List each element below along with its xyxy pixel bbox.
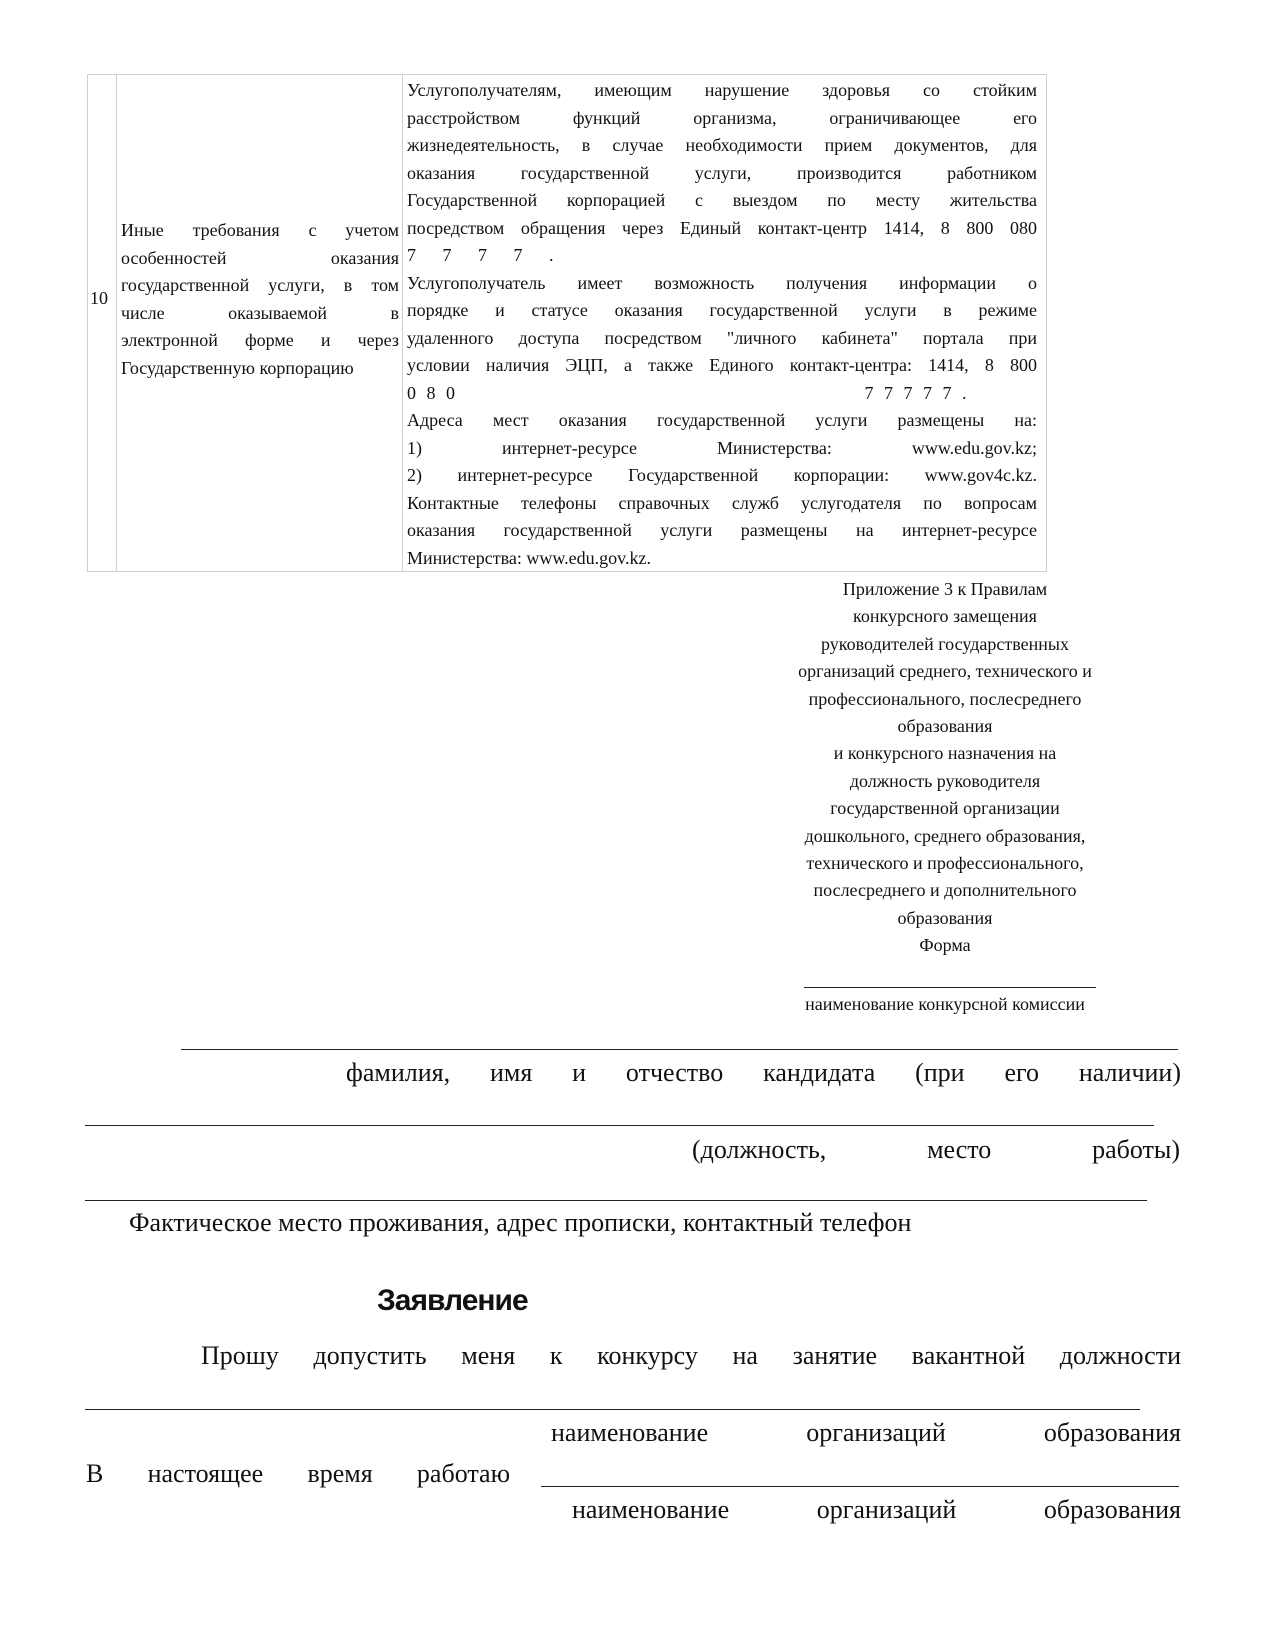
org-label-vacancy: наименование организаций образования [551,1418,1181,1447]
request-text: Прошу допустить меня к конкурсу на занятие вакантной должности [201,1341,1181,1370]
requirement-line: Иные требования с учетом [121,220,399,240]
description-line: оказания государственной услуги размещены на интернет-ресурсе [407,520,1037,540]
commission-input-line[interactable] [804,987,1096,988]
appendix-line: конкурсного замещения [853,606,1037,627]
requirement-line: числе оказываемой в [121,302,399,323]
fio-input-line[interactable] [181,1049,1178,1050]
residence-input-line[interactable] [85,1200,1147,1201]
requirement-text [121,217,399,382]
row-number: 10 [90,288,108,308]
appendix-line: послесреднего и дополнительного [813,880,1077,901]
requirement-line: государственной услуги, в том [121,275,399,295]
description-line: условии наличия ЭЦП, а также Единого контакт-центра: 1414, 8 800 [407,355,1037,375]
description-line: Министерства: www.edu.gov.kz. [407,547,651,568]
description-line: оказания государственной услуги, производится работником [407,162,1037,183]
description-line: Услугополучатель имеет возможность получения информации о [407,272,1037,293]
description-line: 7 7 7 7 . [407,245,554,265]
vacancy-input-line[interactable] [85,1409,1140,1410]
appendix-line: образования [897,716,993,737]
requirement-line: особенностей оказания [121,247,399,268]
description-line: расстройством функций организма, ограничивающее его [407,107,1037,128]
residence-label: Фактическое место проживания, адрес прописки, контактный телефон [129,1208,912,1237]
current-work-label: В настоящее время работаю [86,1459,510,1488]
appendix-line: должность руководителя [849,770,1041,791]
description-line: жизнедеятельность, в случае необходимости прием документов, для [407,135,1037,155]
requirement-line: Государственную корпорацию [121,357,354,378]
description-line: 0 8 0 7 7 7 7 7 . [407,382,967,403]
appendix-line: и конкурсного назначения на [833,743,1057,764]
description-line: посредством обращения через Единый контакт-центр 1414, 8 800 080 [407,217,1037,238]
appendix-line: дошкольного, среднего образования, [804,825,1086,846]
org-label-current: наименование организаций образования [572,1495,1181,1524]
description-line: Контактные телефоны справочных служб услугодателя по вопросам [407,492,1037,513]
current-work-input-line[interactable] [541,1486,1179,1487]
table-cell-requirement [117,75,403,571]
appendix-line: государственной организации [830,798,1060,819]
appendix-line: образования [897,907,993,928]
table-cell-description [403,75,1046,571]
document-title: Заявление [377,1284,528,1317]
description-line: Государственной корпорацией с выездом по месту жительства [407,190,1037,210]
appendix-line: профессионального, послесреднего [808,688,1082,709]
commission-label: наименование конкурсной комиссии [805,994,1085,1014]
fio-label: фамилия, имя и отчество кандидата (при его наличии) [346,1058,1181,1087]
description-line: Адреса мест оказания государственной услуги размещены на: [407,410,1037,430]
appendix-line: руководителей государственных [821,633,1069,654]
description-text [407,77,1037,572]
table-cell-number [88,75,117,571]
description-line: 2) интернет-ресурсе Государственной корпорации: www.gov4c.kz. [407,465,1037,485]
description-line: порядке и статусе оказания государственной услуги в режиме [407,300,1037,320]
description-line: удаленного доступа посредством "личного кабинета" портала при [407,327,1037,348]
description-line: Услугополучателям, имеющим нарушение здоровья со стойким [407,80,1037,100]
appendix-line: организаций среднего, технического и [798,661,1092,682]
requirement-line: электронной форме и через [121,330,399,350]
services-table [87,74,1047,572]
form-label: Форма [919,935,971,955]
appendix-line: Приложение 3 к Правилам [842,579,1048,599]
appendix-header [760,576,1130,932]
position-label: (должность, место работы) [692,1135,1180,1164]
position-input-line[interactable] [85,1125,1154,1126]
description-line: 1) интернет-ресурсе Министерства: www.edu.gov.kz; [407,437,1037,458]
appendix-line: технического и профессионального, [806,853,1084,874]
